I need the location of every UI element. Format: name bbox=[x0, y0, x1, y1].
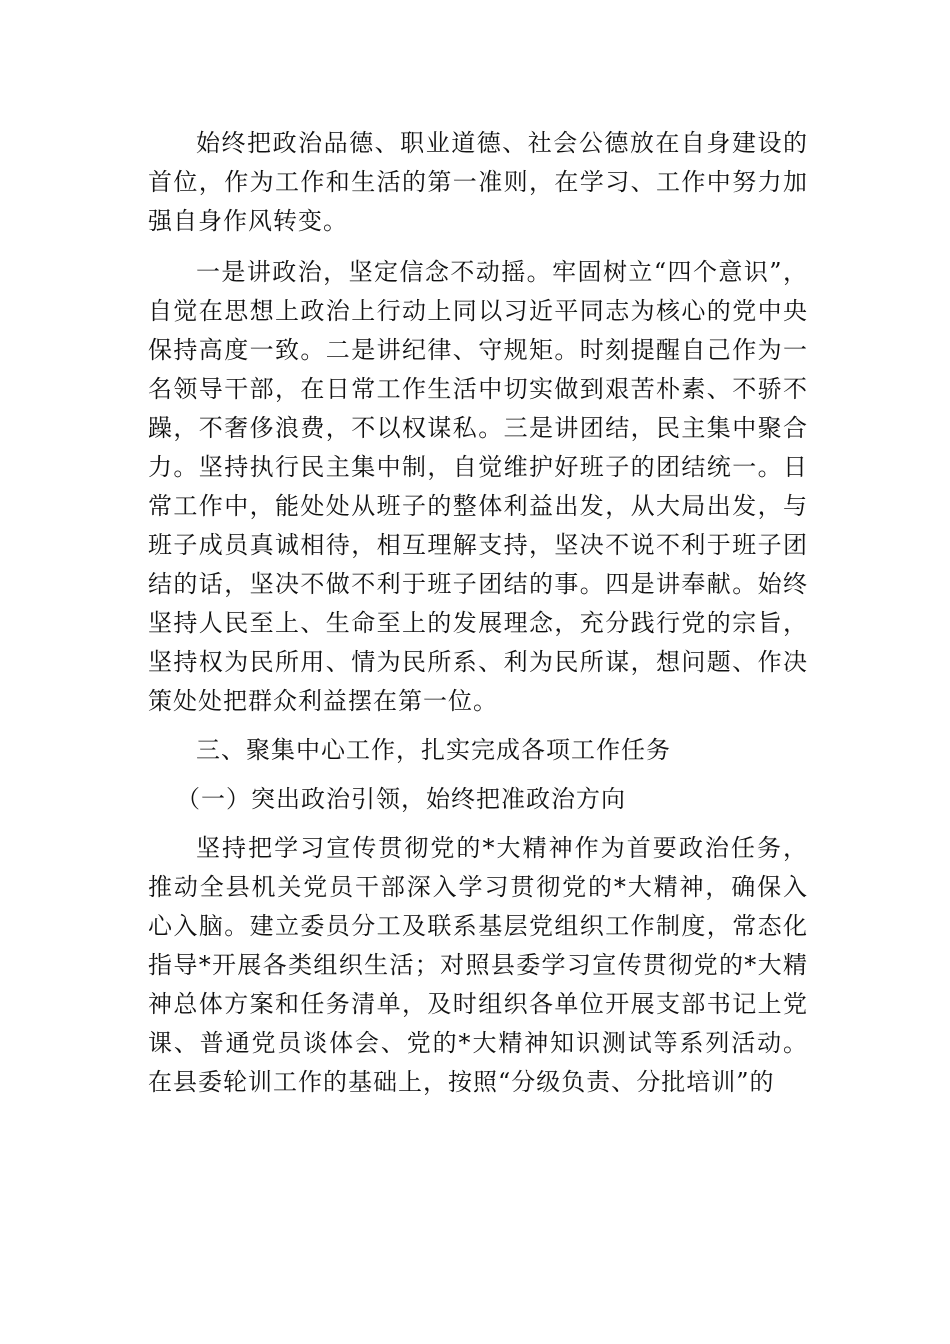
paragraph-conduct: 始终把政治品德、职业道德、社会公德放在自身建设的首位，作为工作和生活的第一准则，在学习、工作中努力加强自身作风转变。 bbox=[148, 129, 808, 235]
subsection-heading-1: （一）突出政治引领，始终把准政治方向 bbox=[176, 785, 626, 813]
section-heading-3: 三、聚集中心工作，扎实完成各项工作任务 bbox=[196, 736, 671, 764]
document-body bbox=[148, 124, 808, 1102]
paragraph-four-points: 一是讲政治，坚定信念不动摇。牢固树立“四个意识”，自觉在思想上政治上行动上同以习近平同志为核心的党中央保持高度一致。二是讲纪律、守规矩。时刻提醒自己作为一名领导干部，在日常工作生活中切实做到艰苦朴素、不骄不躁，不奢侈浪费，不以权谋私。三是讲团结，民主集中聚合力。坚持执行民主集中制，自觉维护好班子的团结统一。日常工作中，能处处从班子的整体利益出发，从大局出发，与班子成员真诚相待，相互理解支持，坚决不说不利于班子团结的话，坚决不做不利于班子团结的事。四是讲奉献。始终坚持人民至上、生命至上的发展理念，充分践行党的宗旨，坚持权为民所用、情为民所系、利为民所谋，想问题、作决策处处把群众利益摆在第一位。 bbox=[148, 258, 808, 715]
paragraph-study: 坚持把学习宣传贯彻党的*大精神作为首要政治任务，推动全县机关党员干部深入学习贯彻党的*大精神，确保入心入脑。建立委员分工及联系基层党组织工作制度，常态化指导*开展各类组织生活；对照县委学习宣传贯彻党的*大精神总体方案和任务清单，及时组织各单位开展支部书记上党课、普通党员谈体会、党的*大精神知识测试等系列活动。在县委轮训工作的基础上，按照“分级负责、分批培训”的 bbox=[148, 834, 808, 1096]
